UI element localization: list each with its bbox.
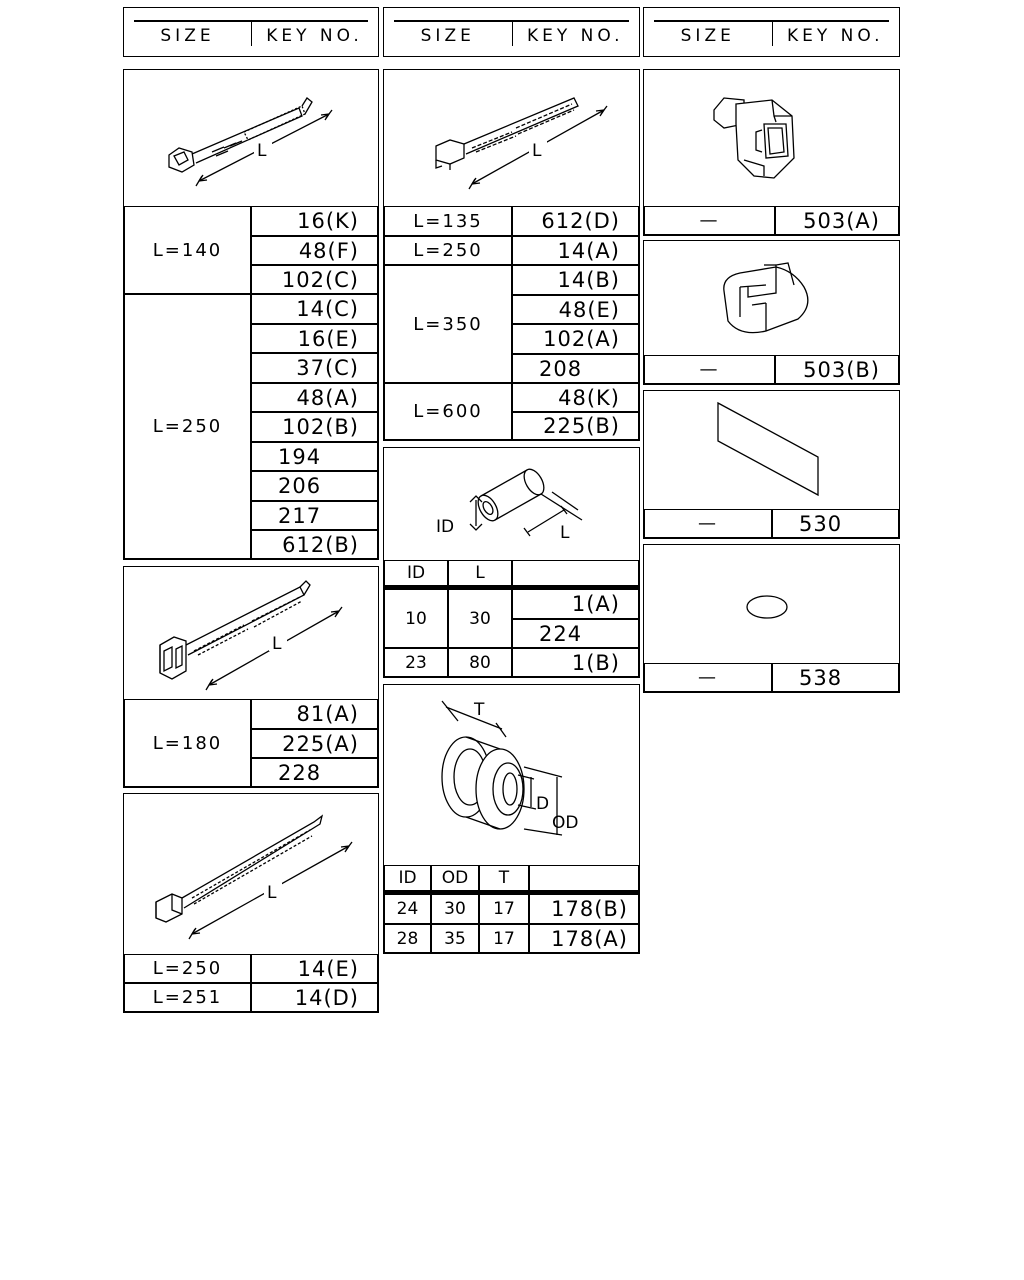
key-cell: 37(C) — [251, 353, 378, 383]
id-cell: 10 — [384, 589, 448, 648]
key-cell: 178(A) — [529, 924, 639, 953]
key-cell: 102(B) — [251, 412, 378, 442]
size-cell: L=250 — [124, 294, 251, 559]
l-cell: 80 — [448, 648, 512, 677]
cable-tie-long-illustration — [124, 794, 378, 954]
panel-clip — [643, 240, 900, 385]
key-cell: 538 — [772, 663, 899, 692]
t-cell: 17 — [479, 894, 529, 924]
tube-illustration — [384, 448, 639, 560]
size-cell: L=250 — [384, 236, 512, 265]
key-cell: 48(E) — [512, 295, 639, 324]
header-key-no: KEY NO. — [527, 26, 624, 46]
dim-t-label: T — [474, 700, 485, 720]
grommet-illustration — [384, 685, 639, 865]
size-cell: L=140 — [124, 206, 251, 294]
id-cell: 23 — [384, 648, 448, 677]
key-cell: 102(C) — [251, 265, 378, 294]
panel-grommet — [383, 684, 640, 954]
dim-id-label: ID — [436, 517, 455, 537]
panel-seal — [643, 544, 900, 693]
col-header: OD — [431, 865, 479, 894]
size-cell: — — [644, 509, 772, 538]
col-header-key — [512, 560, 639, 589]
size-cell: — — [644, 355, 775, 384]
header-size: SIZE — [420, 26, 475, 46]
l-cell: 30 — [448, 589, 512, 648]
panel-tape — [643, 390, 900, 539]
key-cell: 14(A) — [512, 236, 639, 265]
dim-od-label: OD — [552, 813, 579, 833]
dim-l-label: L — [560, 523, 570, 543]
cable-tie-ladder-illustration — [384, 70, 639, 206]
key-cell: 14(C) — [251, 294, 378, 324]
key-cell: 48(F) — [251, 236, 378, 265]
col-header: ID — [384, 865, 431, 894]
key-cell: 48(A) — [251, 383, 378, 412]
header-size: SIZE — [680, 26, 735, 46]
panel-tube — [383, 447, 640, 678]
size-cell: L=180 — [124, 699, 251, 787]
panel-cable-tie-b — [123, 566, 379, 788]
key-cell: 14(B) — [512, 265, 639, 295]
key-cell: 14(D) — [251, 983, 378, 1012]
size-cell: — — [644, 663, 772, 692]
key-cell: 225(A) — [251, 729, 378, 758]
header-size: SIZE — [160, 26, 215, 46]
key-cell: 178(B) — [529, 894, 639, 924]
dim-l-label: L — [532, 141, 542, 161]
id-cell: 28 — [384, 924, 431, 953]
key-cell: 14(E) — [251, 954, 378, 983]
od-cell: 30 — [431, 894, 479, 924]
size-cell: L=251 — [124, 983, 251, 1012]
cable-tie-mount-illustration — [124, 567, 378, 699]
t-cell: 17 — [479, 924, 529, 953]
dim-l-label: L — [267, 883, 277, 903]
header-col-3 — [643, 7, 900, 57]
dim-l-label: L — [257, 141, 267, 161]
size-cell: L=600 — [384, 383, 512, 440]
key-cell: 102(A) — [512, 324, 639, 354]
key-cell: 224 — [512, 619, 639, 648]
header-col-1 — [123, 7, 379, 57]
id-cell: 24 — [384, 894, 431, 924]
cable-tie-illustration — [124, 70, 378, 206]
clip-illustration — [644, 241, 899, 355]
key-cell: 530 — [772, 509, 899, 538]
key-cell: 612(B) — [251, 530, 378, 559]
size-cell: — — [644, 206, 775, 235]
size-cell: L=250 — [124, 954, 251, 983]
header-key-no: KEY NO. — [787, 26, 884, 46]
col-header-key — [529, 865, 639, 894]
header-col-2 — [383, 7, 640, 57]
key-cell: 612(D) — [512, 206, 639, 236]
col-header: T — [479, 865, 529, 894]
key-cell: 208 — [512, 354, 639, 383]
header-key-no: KEY NO. — [266, 26, 363, 46]
col-header: L — [448, 560, 512, 589]
dim-l-label: L — [272, 634, 282, 654]
panel-connector — [643, 69, 900, 236]
connector-illustration — [644, 70, 899, 206]
tape-illustration — [644, 391, 899, 509]
key-cell: 16(E) — [251, 324, 378, 353]
key-cell: 1(A) — [512, 589, 639, 619]
key-cell: 48(K) — [512, 383, 639, 412]
key-cell: 225(B) — [512, 412, 639, 440]
col-header: ID — [384, 560, 448, 589]
od-cell: 35 — [431, 924, 479, 953]
size-cell: L=135 — [384, 206, 512, 236]
panel-cable-tie-c — [123, 793, 379, 1013]
key-cell: 1(B) — [512, 648, 639, 677]
key-cell: 206 — [251, 471, 378, 501]
dim-d-label: D — [536, 794, 550, 814]
panel-cable-tie-a — [123, 69, 379, 560]
panel-cable-tie-d — [383, 69, 640, 441]
size-cell: L=350 — [384, 265, 512, 383]
key-cell: 228 — [251, 758, 378, 787]
key-cell: 503(A) — [775, 206, 899, 235]
key-cell: 503(B) — [775, 355, 899, 384]
key-cell: 217 — [251, 501, 378, 530]
key-cell: 81(A) — [251, 699, 378, 729]
seal-illustration — [644, 545, 899, 663]
key-cell: 194 — [251, 442, 378, 471]
key-cell: 16(K) — [251, 206, 378, 236]
